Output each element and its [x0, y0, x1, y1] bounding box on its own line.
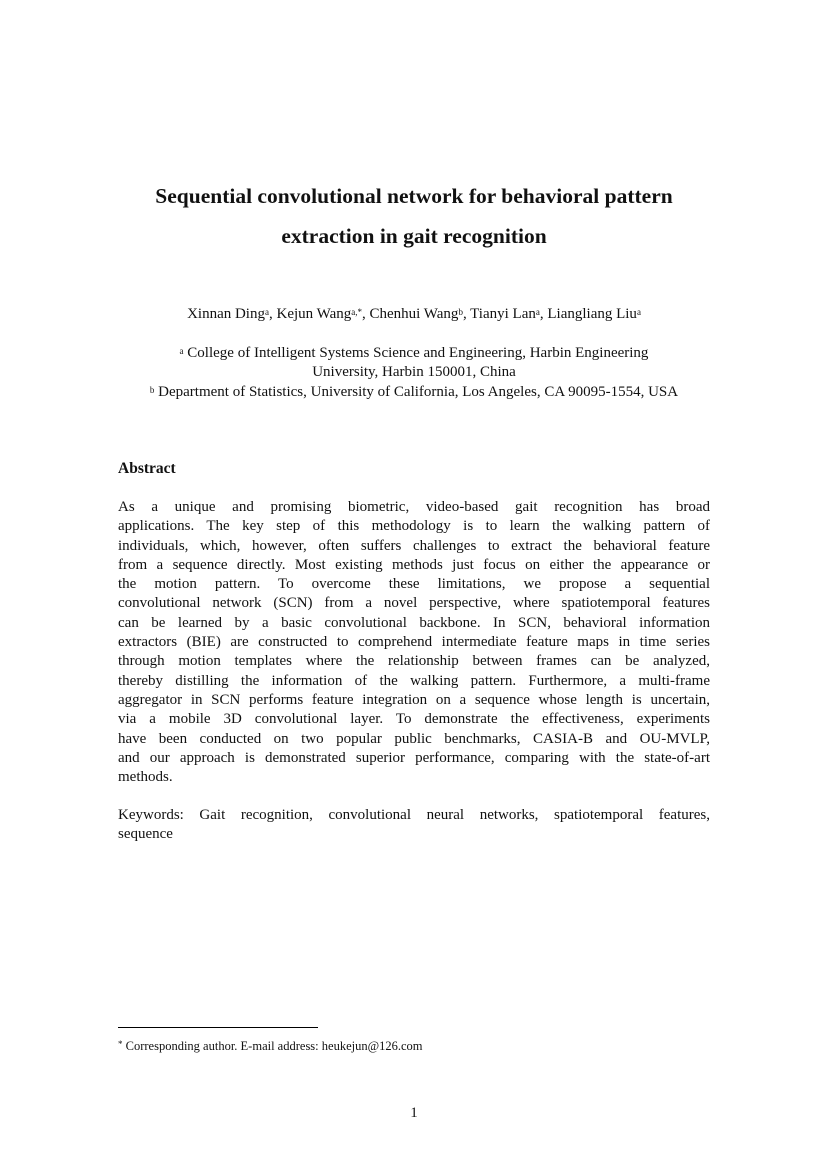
author-name: Tianyi Lan — [470, 306, 536, 322]
abstract-line: methods. — [118, 769, 173, 786]
abstract-line: via a mobile 3D convolutional layer. To demonstrate the effectiveness, experiments — [118, 711, 710, 728]
footnote-text: Corresponding author. E-mail address: heukejun@126.com — [122, 1039, 423, 1053]
abstract-line: thereby distilling the information of the walking pattern. Furthermore, a multi-frame — [118, 672, 710, 689]
author-affiliation-mark: a — [264, 307, 269, 317]
paper-title-line: Sequential convolutional network for behavioral pattern — [155, 184, 673, 208]
affiliation-line — [100, 344, 728, 363]
author-name: Xinnan Ding — [187, 306, 265, 322]
footnote — [118, 1038, 423, 1054]
author-separator: , — [539, 306, 548, 322]
author-name: Liangliang Liu — [547, 306, 637, 322]
paper-title — [100, 176, 728, 256]
abstract-heading: Abstract — [118, 460, 176, 477]
abstract-line: the motion pattern. To overcome these limitations, we propose a sequential — [118, 576, 710, 593]
abstract-line: convolutional network (SCN) from a novel perspective, where spatiotemporal features — [118, 595, 710, 612]
keywords-line: sequence — [118, 826, 173, 843]
author-name: Kejun Wang — [276, 306, 352, 322]
affiliation-mark: b — [149, 385, 155, 395]
affiliation-b — [100, 383, 728, 402]
author-affiliation-mark: a,* — [351, 307, 362, 317]
author-separator: , — [462, 306, 471, 322]
footnote-divider — [118, 1027, 318, 1028]
abstract-line: and our approach is demonstrated superior performance, comparing with the state-of-art — [118, 749, 710, 766]
abstract-line: from a sequence directly. Most existing methods just focus on either the appearance or — [118, 556, 710, 573]
abstract-line: As a unique and promising biometric, video-based gait recognition has broad — [118, 499, 710, 515]
affiliation-line — [100, 383, 728, 402]
affiliation-text: College of Intelligent Systems Science and Engineering, Harbin Engineering — [183, 345, 649, 361]
page-number: 1 — [410, 1105, 418, 1121]
footnote-mark: * — [118, 1039, 123, 1049]
abstract-line: have been conducted on two popular public benchmarks, CASIA-B and OU-MVLP, — [118, 730, 710, 747]
affiliation-a — [100, 344, 728, 382]
author-name: Chenhui Wang — [369, 306, 459, 322]
abstract-line: through motion templates where the relationship between frames can be analyzed, — [118, 653, 710, 670]
paper-title-line: extraction in gait recognition — [281, 224, 547, 248]
abstract-line: can be learned by a basic convolutional backbone. In SCN, behavioral information — [118, 614, 710, 631]
keywords-line: Keywords: Gait recognition, convolutional neural networks, spatiotemporal features, — [118, 807, 710, 823]
affiliation-line: University, Harbin 150001, China — [312, 364, 516, 380]
author-affiliation-mark: b — [458, 307, 463, 317]
abstract-line: individuals, which, however, often suffers challenges to extract the behavioral feature — [118, 537, 710, 554]
keywords — [118, 806, 710, 845]
affiliation-mark: a — [179, 346, 184, 356]
abstract-line: aggregator in SCN performs feature integration on a sequence whose length is uncertain, — [118, 691, 710, 708]
author-affiliation-mark: a — [636, 307, 641, 317]
author-affiliation-mark: a — [535, 307, 540, 317]
abstract-line: extractors (BIE) are constructed to comprehend intermediate feature maps in time series — [118, 634, 710, 651]
abstract-line: applications. The key step of this methodology is to learn the walking pattern of — [118, 518, 710, 535]
affiliation-text: Department of Statistics, University of California, Los Angeles, CA 90095-1554, USA — [154, 384, 679, 400]
author-separator: , — [268, 306, 277, 322]
abstract-body — [118, 498, 710, 787]
author-separator: , — [362, 306, 370, 322]
author-list — [100, 304, 728, 324]
